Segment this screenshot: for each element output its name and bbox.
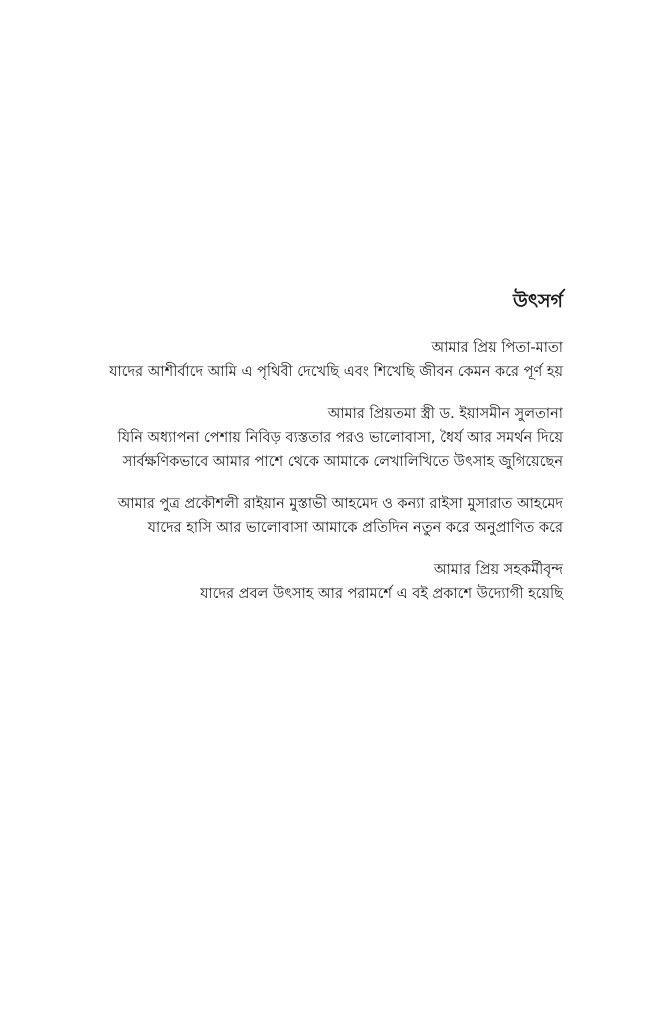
dedication-section (93, 288, 563, 624)
dedication-line: আমার পুত্র প্রকৌশলী রাইয়ান মুস্তাভী আহমেদ ও কন্যা রাইসা মুসারাত আহমেদ (117, 496, 563, 512)
dedication-line: আমার প্রিয়তমা স্ত্রী ড. ইয়াসমীন সুলতানা (327, 406, 563, 422)
dedication-block-colleagues (93, 558, 563, 606)
dedication-line: যিনি অধ্যাপনা পেশায় নিবিড় ব্যস্ততার পরও ভালোবাসা, ধৈর্য আর সমর্থন দিয়ে (117, 430, 563, 446)
dedication-block-wife (93, 402, 563, 474)
dedication-block-children (93, 492, 563, 540)
dedication-line: সার্বক্ষণিকভাবে আমার পাশে থেকে আমাকে লেখালিখিতে উৎসাহ জুগিয়েছেন (122, 454, 563, 470)
dedication-title: উৎসর্গ (513, 290, 563, 312)
dedication-line: আমার প্রিয় পিতা-মাতা (431, 340, 563, 356)
dedication-line: যাদের প্রবল উৎসাহ আর পরামর্শে এ বই প্রকাশে উদ্যোগী হয়েছি (200, 586, 563, 602)
dedication-line: যাদের হাসি আর ভালোবাসা আমাকে প্রতিদিন নতুন করে অনুপ্রাণিত করে (147, 520, 563, 536)
dedication-line: যাদের আশীর্বাদে আমি এ পৃথিবী দেখেছি এবং শিখেছি জীবন কেমন করে পূর্ণ হয় (109, 364, 563, 380)
dedication-block-parents (93, 336, 563, 384)
dedication-line: আমার প্রিয় সহকর্মীবৃন্দ (433, 562, 563, 578)
